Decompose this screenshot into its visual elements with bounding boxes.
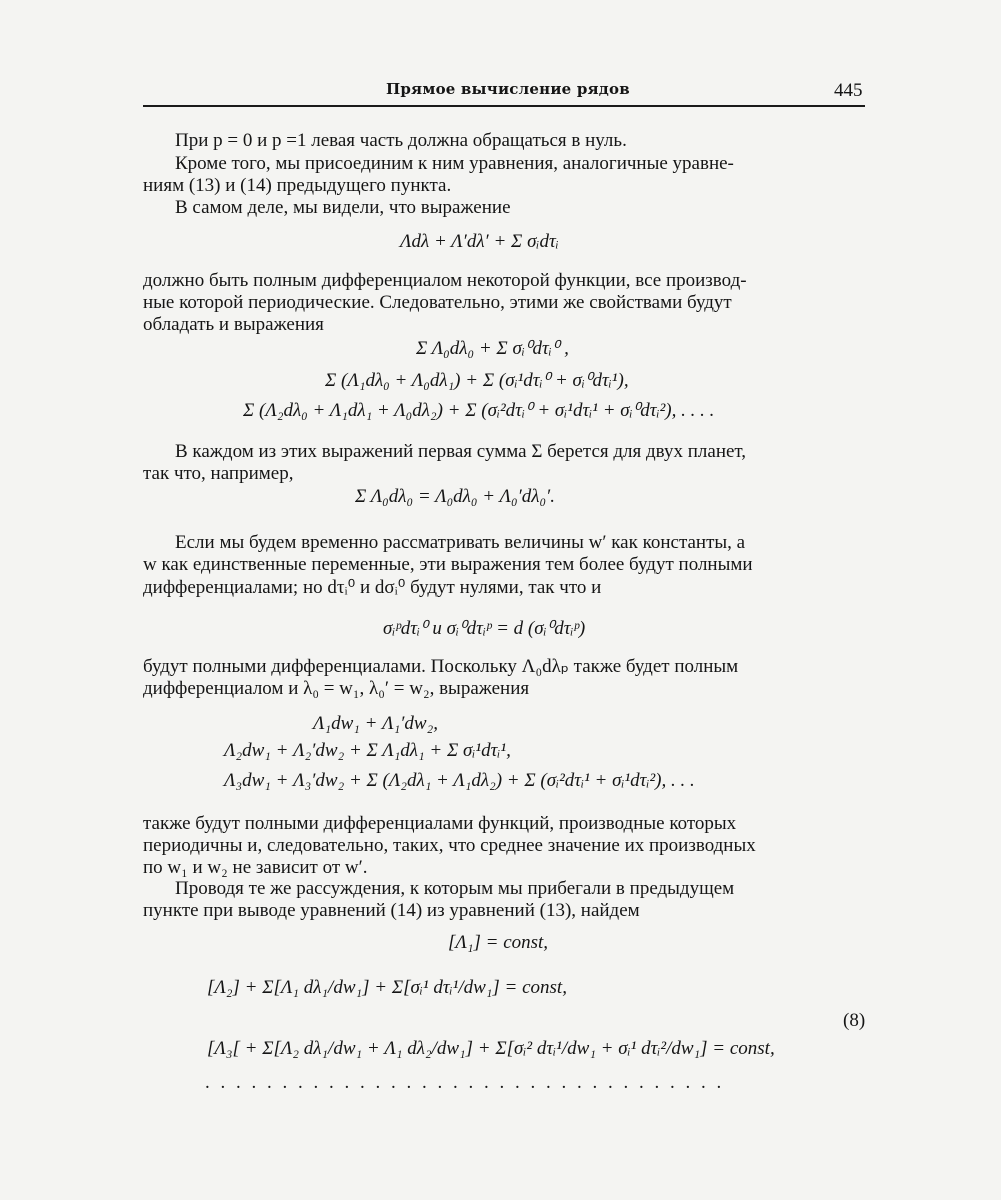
paragraph-line: ниям (13) и (14) предыдущего пункта. [143,175,452,196]
formula-series-1: Σ Λ₀dλ₀ + Σ σᵢ⁰dτᵢ⁰ , [416,338,569,359]
formula-example-sum: Σ Λ₀dλ₀ = Λ₀dλ₀ + Λ₀′dλ₀′. [355,486,555,507]
formula-w-2: Λ₂dw₁ + Λ₂′dw₂ + Σ Λ₁dλ₁ + Σ σᵢ¹dτᵢ¹, [224,740,511,761]
continuation-dots: . . . . . . . . . . . . . . . . . . . . . . . . . . . . . . . . . . [205,1072,725,1093]
formula-result-1: [Λ₁] = const, [448,932,549,953]
paragraph-line: будут полными дифференциалами. Поскольку Λ₀dλₚ также будет полным [143,656,739,677]
paragraph-line: должно быть полным дифференциалом некоторой функции, все производ- [143,270,747,291]
paragraph-line: дифференциалом и λ₀ = w₁, λ₀′ = w₂, выражения [143,678,530,699]
paragraph-line: При p = 0 и p =1 левая часть должна обращаться в нуль. [175,130,627,151]
formula-series-2: Σ (Λ₁dλ₀ + Λ₀dλ₁) + Σ (σᵢ¹dτᵢ⁰ + σᵢ⁰dτᵢ¹), [325,370,629,391]
paragraph-line: также будут полными дифференциалами функций, производные которых [143,813,737,834]
paragraph-line: Кроме того, мы присоединим к ним уравнения, аналогичные уравне- [175,153,734,174]
paragraph-line: обладать и выражения [143,314,324,335]
paragraph-line: ные которой периодические. Следовательно, этими же свойствами будут [143,292,732,313]
formula-series-3: Σ (Λ₂dλ₀ + Λ₁dλ₁ + Λ₀dλ₂) + Σ (σᵢ²dτᵢ⁰ + σᵢ¹dτᵢ¹ + σᵢ⁰dτᵢ²), . . . . [243,400,715,421]
running-head: Прямое вычисление рядов [386,80,630,98]
formula-w-1: Λ₁dw₁ + Λ₁′dw₂, [313,713,438,734]
formula-w-3: Λ₃dw₁ + Λ₃′dw₂ + Σ (Λ₂dλ₁ + Λ₁dλ₂) + Σ (σᵢ²dτᵢ¹ + σᵢ¹dτᵢ²), . . . [224,770,695,791]
formula-zero-terms: σᵢᵖdτᵢ⁰ и σᵢ⁰dτᵢᵖ = d (σᵢ⁰dτᵢᵖ) [383,618,586,639]
paragraph-line: дифференциалами; но dτᵢ⁰ и dσᵢ⁰ будут нулями, так что и [143,577,602,598]
paragraph-line: Если мы будем временно рассматривать величины w′ как константы, а [175,532,746,553]
formula-result-3: [Λ₃[ + Σ[Λ₂ dλ₁/dw₁ + Λ₁ dλ₂/dw₁] + Σ[σᵢ² dτᵢ¹/dw₁ + σᵢ¹ dτᵢ²/dw₁] = const, [207,1038,775,1059]
paragraph-line: периодичны и, следовательно, таких, что среднее значение их производных [143,835,756,856]
paragraph-line: В каждом из этих выражений первая сумма Σ берется для двух планет, [175,441,747,462]
formula-differential: Λdλ + Λ′dλ′ + Σ σᵢdτᵢ [400,231,559,252]
paragraph-line: пункте при выводе уравнений (14) из уравнений (13), найдем [143,900,640,921]
paragraph-line: так что, например, [143,463,294,484]
paragraph-line: w как единственные переменные, эти выражения тем более будут полными [143,554,753,575]
header-rule [143,105,865,107]
paragraph-line: по w₁ и w₂ не зависит от w′. [143,857,368,878]
formula-result-2: [Λ₂] + Σ[Λ₁ dλ₁/dw₁] + Σ[σᵢ¹ dτᵢ¹/dw₁] = const, [207,977,567,998]
paragraph-line: В самом деле, мы видели, что выражение [175,197,511,218]
equation-number: (8) [843,1010,866,1031]
paragraph-line: Проводя те же рассуждения, к которым мы прибегали в предыдущем [175,878,735,899]
page-number: 445 [834,80,863,101]
